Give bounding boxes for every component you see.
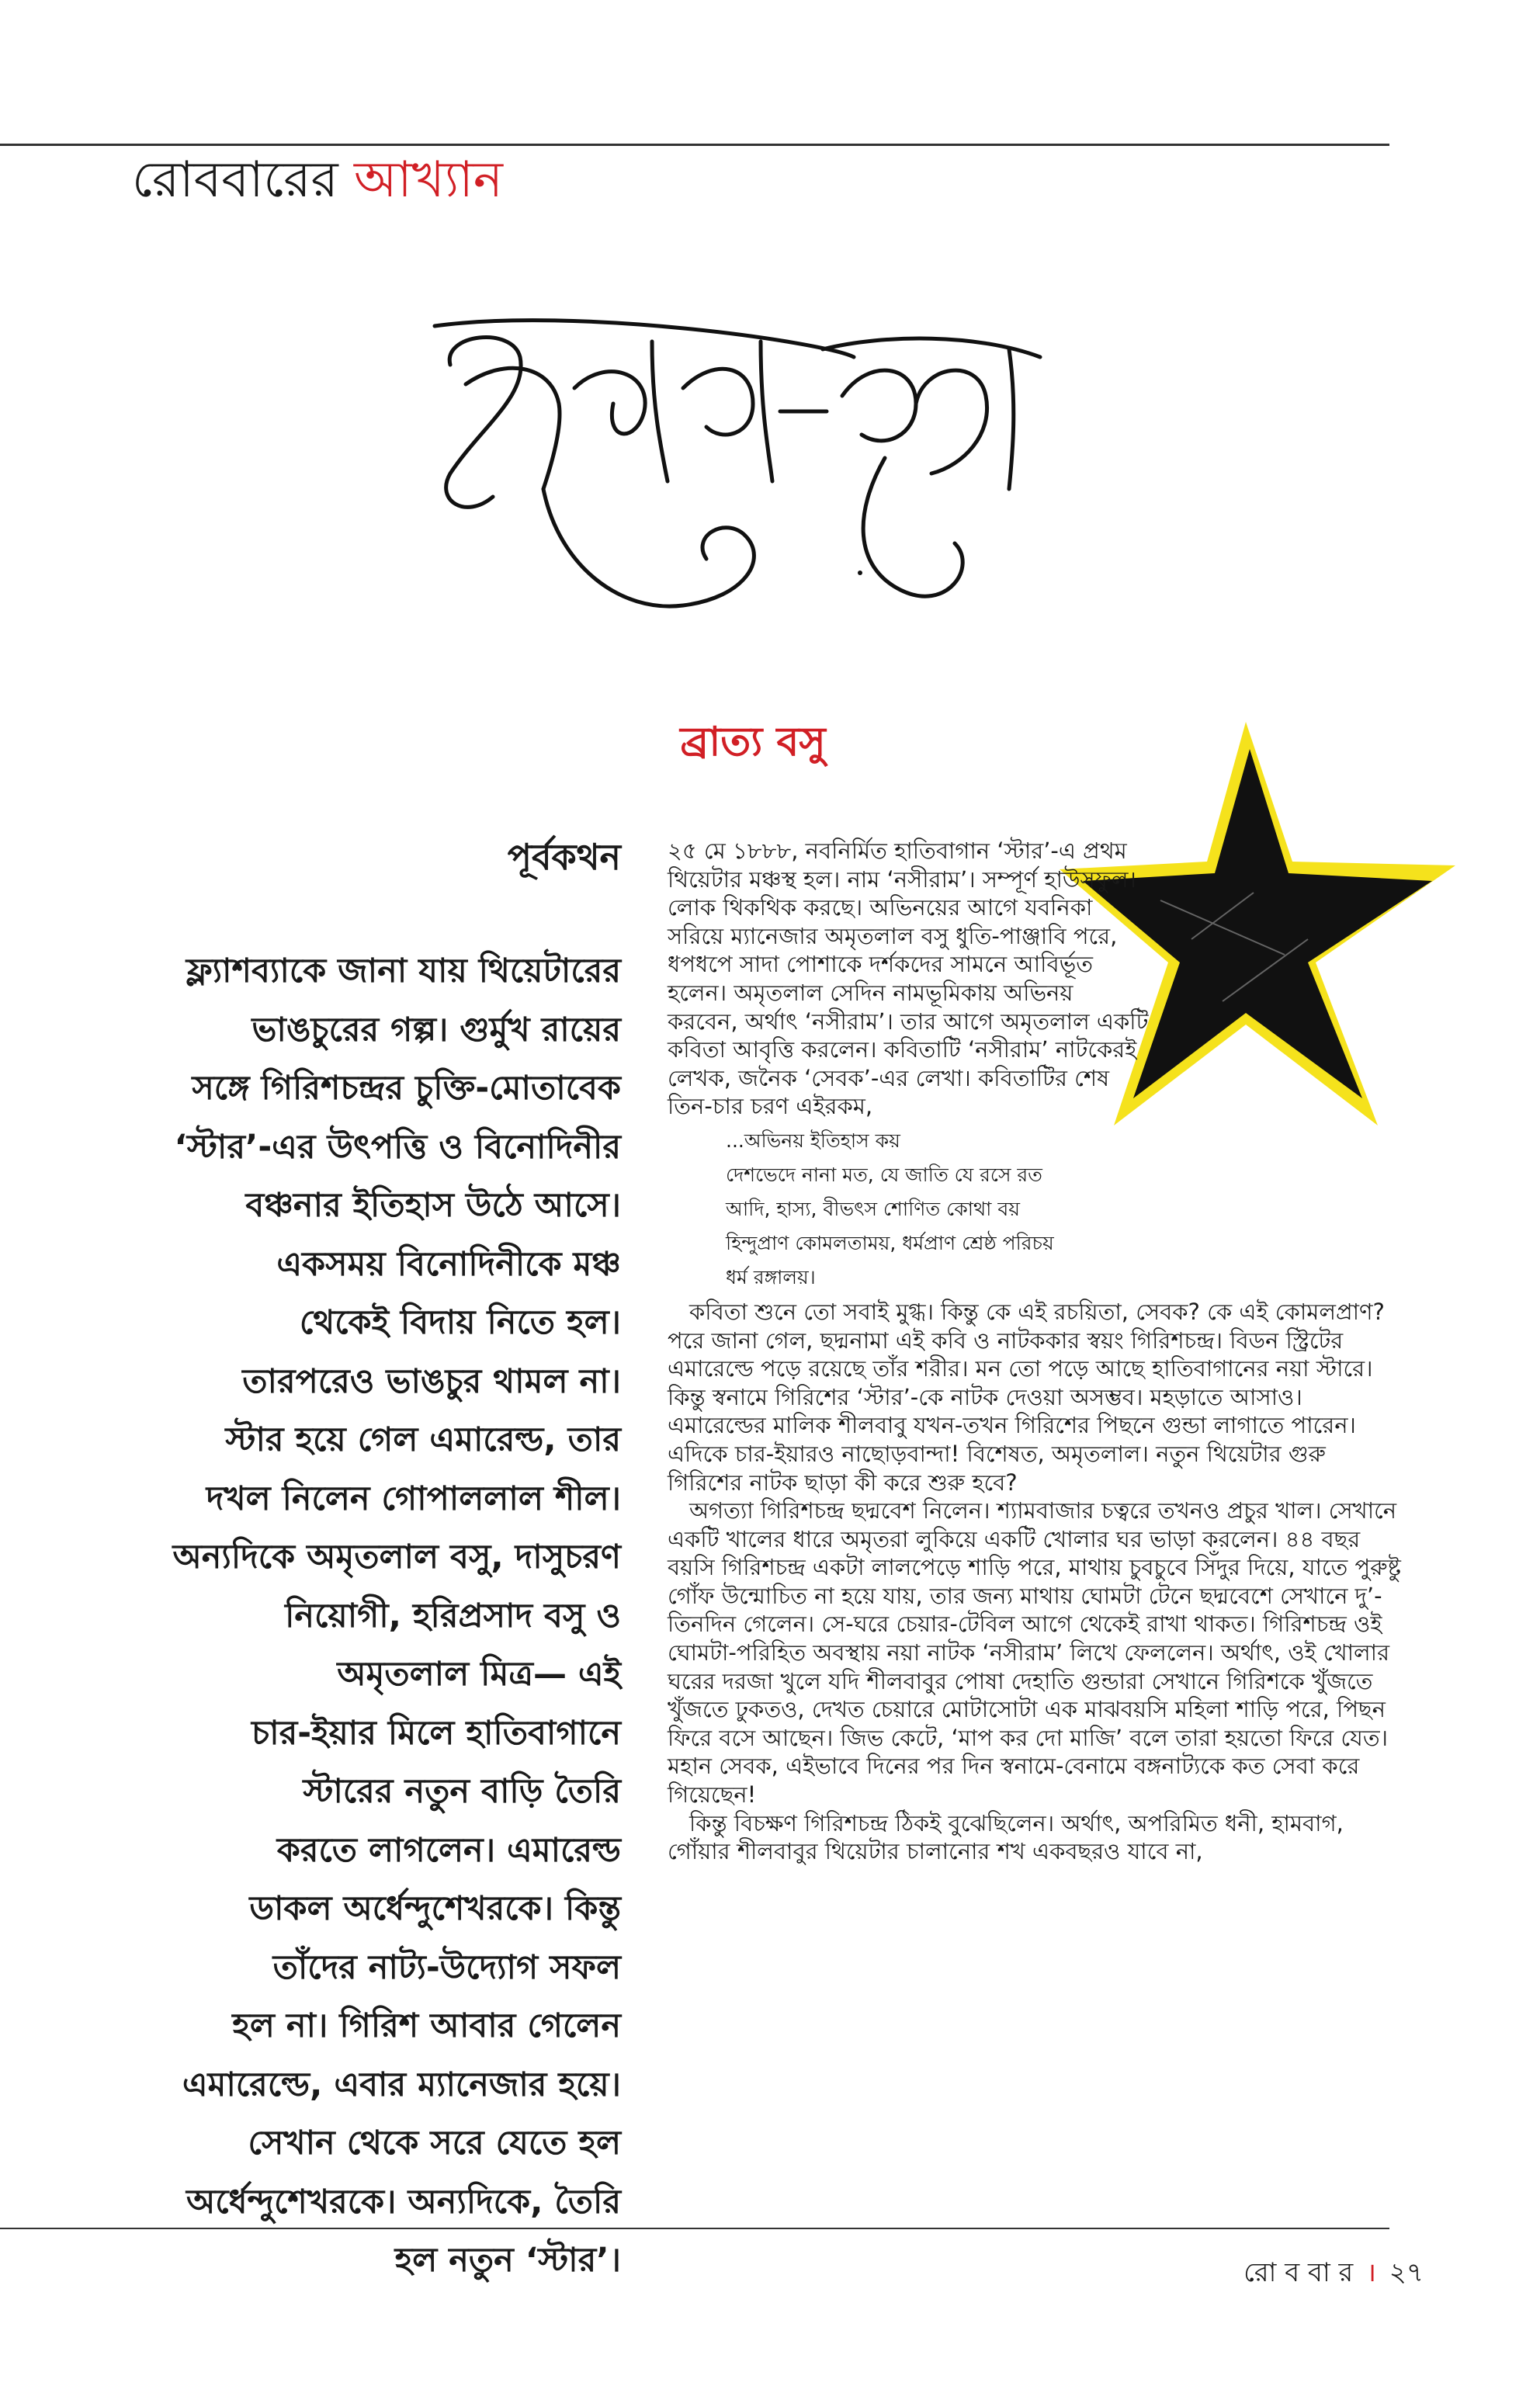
preface-heading: পূর্বকথন bbox=[507, 836, 621, 878]
poem-line: ধর্ম রঙ্গালয়। bbox=[726, 1265, 816, 1288]
preface-line: অমৃতলাল মিত্র— এই bbox=[337, 1655, 621, 1694]
preface-line: ‘স্টার’-এর উৎপত্তি ও বিনোদিনীর bbox=[174, 1127, 621, 1167]
preface-line: তারপরেও ভাঙচুর থামল না। bbox=[242, 1361, 621, 1401]
preface-line: থেকেই বিদায় নিতে হল। bbox=[299, 1303, 621, 1342]
magazine-name: রো ব বা র bbox=[1243, 2257, 1354, 2288]
poem-line: দেশভেদে নানা মত, যে জাতি যে রসে রত bbox=[726, 1163, 1042, 1186]
preface-line: ডাকল অর্ধেন্দুশেখরকে। কিন্তু bbox=[249, 1889, 621, 1928]
section-title-main: রোববারের bbox=[132, 151, 338, 209]
preface-line: একসময় বিনোদিনীকে মঞ্চ bbox=[276, 1244, 621, 1284]
footer-separator: । bbox=[1366, 2257, 1376, 2288]
bottom-rule bbox=[0, 2228, 1389, 2229]
preface-line: তাঁদের নাট্য-উদ্যোগ সফল bbox=[272, 1947, 621, 1987]
article-body bbox=[668, 837, 1405, 1866]
preface-line: নিয়োগী, হরিপ্রসাদ বসু ও bbox=[285, 1596, 621, 1635]
preface-line: সেখান থেকে সরে যেতে হল bbox=[248, 2124, 621, 2162]
section-title bbox=[132, 151, 504, 209]
poem-excerpt bbox=[668, 1124, 1405, 1295]
top-rule bbox=[0, 144, 1389, 146]
page-number: ২৭ bbox=[1389, 2257, 1424, 2288]
preface-line: অন্যদিকে অমৃতলাল বসু, দাসুচরণ bbox=[172, 1538, 621, 1576]
preface-line: হল নতুন ‘স্টার’। bbox=[394, 2241, 621, 2280]
article-paragraph: কবিতা শুনে তো সবাই মুগ্ধ। কিন্তু কে এই রচয়িতা, সেবক? কে এই কোমলপ্রাণ? পরে জানা গেল, ছদ্মনামা এই কবি ও নাটককার স্বয়ং গিরিশচন্দ্র। বিডন স্ট্রিটের এমারেল্ডে পড়ে রয়েছে তাঁর শরীর। মন তো পড়ে আছে হাতিবাগানের নয়া স্টারে। কিন্তু স্বনামে গিরিশের ‘স্টার’-কে নাটক দেওয়া অসম্ভব। মহড়াতে আসাও। এমারেল্ডের মালিক শীলবাবু যখন-তখন গিরিশের পিছনে গুন্ডা লাগাতে পারেন। এদিকে চার-ইয়ারও নাছোড়বান্দা! বিশেষত, অমৃতলাল। নতুন থিয়েটার গুরু গিরিশের নাটক ছাড়া কী করে শুরু হবে? bbox=[668, 1298, 1385, 1496]
section-title-accent: আখ্যান bbox=[354, 151, 504, 209]
preface-line: এমারেল্ডে, এবার ম্যানেজার হয়ে। bbox=[182, 2065, 621, 2104]
poem-line: ...অভিনয় ইতিহাস কয় bbox=[726, 1129, 900, 1152]
preface-line: চার-ইয়ার মিলে হাতিবাগানে bbox=[251, 1713, 621, 1753]
preface-line: ফ্ল্যাশব্যাকে জানা যায় থিয়েটারের bbox=[186, 952, 621, 990]
author-byline: ব্রাত্য বসু bbox=[680, 719, 826, 765]
poem-line: আদি, হাস্য, বীভৎস শোণিত কোথা বয় bbox=[726, 1197, 1020, 1220]
article-paragraph: ২৫ মে ১৮৮৮, নবনির্মিত হাতিবাগান ‘স্টার’-এ প্রথম থিয়েটার মঞ্চস্থ হল। নাম ‘নসীরাম’। সম্পূর্ণ হাউসফুল। লোক থিকথিক করছে। অভিনয়ের আগে যবনিকা সরিয়ে ম্যানেজার অমৃতলাল বসু ধুতি-পাঞ্জাবি পরে, ধপধপে সাদা পোশাকে দর্শকদের সামনে আবির্ভূত হলেন। অমৃতলাল সেদিন নামভূমিকায় অভিনয় করবেন, অর্থাৎ ‘নসীরাম’। তার আগে অমৃতলাল একটি কবিতা আবৃত্তি করলেন। কবিতাটি ‘নসীরাম’ নাটকেরই লেখক, জনৈক ‘সেবক’-এর লেখা। কবিতাটির শেষ তিন-চার চরণ এইরকম, bbox=[668, 838, 1149, 1120]
article-paragraph: কিন্তু বিচক্ষণ গিরিশচন্দ্র ঠিকই বুঝেছিলেন। অর্থাৎ, অপরিমিত ধনী, হামবাগ, গোঁয়ার শীলবাবুর থিয়েটার চালানোর শখ একবছরও যাবে না, bbox=[668, 1809, 1344, 1865]
poem-line: হিন্দুপ্রাণ কোমলতাময়, ধর্মপ্রাণ শ্রেষ্ঠ পরিচয় bbox=[726, 1231, 1054, 1254]
preface-column bbox=[116, 831, 621, 2291]
page-footer bbox=[1243, 2253, 1424, 2297]
preface-text bbox=[116, 942, 621, 2291]
article-paragraph: অগত্যা গিরিশচন্দ্র ছদ্মবেশ নিলেন। শ্যামবাজার চত্বরে তখনও প্রচুর খাল। সেখানে একটি খালের ধারে অমৃতরা লুকিয়ে একটি খোলার ঘর ভাড়া করলেন। ৪৪ বছর বয়সি গিরিশচন্দ্র একটা লালপেড়ে শাড়ি পরে, মাথায় চুবচুবে সিঁদুর দিয়ে, যাতে পুরুষ্টু গোঁফ উন্মোচিত না হয়ে যায়, তার জন্য মাথায় ঘোমটা টেনে ছদ্মবেশে সেখানে দু’-তিনদিন গেলেন। সে-ঘরে চেয়ার-টেবিল আগে থেকেই রাখা থাকত। গিরিশচন্দ্র ওই ঘোমটা-পরিহিত অবস্থায় নয়া নাটক ‘নসীরাম’ লিখে ফেললেন। অর্থাৎ, ওই খোলার ঘরের দরজা খুলে যদি শীলবাবুর পোষা দেহাতি গুন্ডারা সেখানে গিরিশকে খুঁজতে খুঁজতে ঢুকতও, দেখত চেয়ারে মোটাসোটা এক মাঝবয়সি মহিলা শাড়ি পরে, পিছন ফিরে বসে আছেন। জিভ কেটে, ‘মাপ কর দো মাজি’ বলে তারা হয়তো ফিরে যেত। মহান সেবক, এইভাবে দিনের পর দিন স্বনামে-বেনামে বঙ্গনাট্যকে কত সেবা করে গিয়েছেন! bbox=[668, 1497, 1401, 1809]
preface-line: স্টার হয়ে গেল এমারেল্ড, তার bbox=[225, 1420, 621, 1459]
preface-line: ভাঙচুরের গল্প। গুর্মুখ রায়ের bbox=[251, 1010, 621, 1049]
preface-line: বঞ্চনার ইতিহাস উঠে আসে। bbox=[245, 1186, 621, 1225]
preface-line: করতে লাগলেন। এমারেল্ড bbox=[276, 1830, 621, 1870]
preface-line: সঙ্গে গিরিশচন্দ্রর চুক্তি-মোতাবেক bbox=[192, 1069, 621, 1108]
preface-line: অর্ধেন্দুশেখরকে। অন্যদিকে, তৈরি bbox=[186, 2182, 621, 2221]
preface-line: দখল নিলেন গোপাললাল শীল। bbox=[206, 1479, 621, 1518]
calligraphic-title-artwork bbox=[419, 310, 1056, 660]
preface-line: স্টারের নতুন বাড়ি তৈরি bbox=[303, 1772, 621, 1811]
preface-line: হল না। গিরিশ আবার গেলেন bbox=[232, 2006, 621, 2045]
